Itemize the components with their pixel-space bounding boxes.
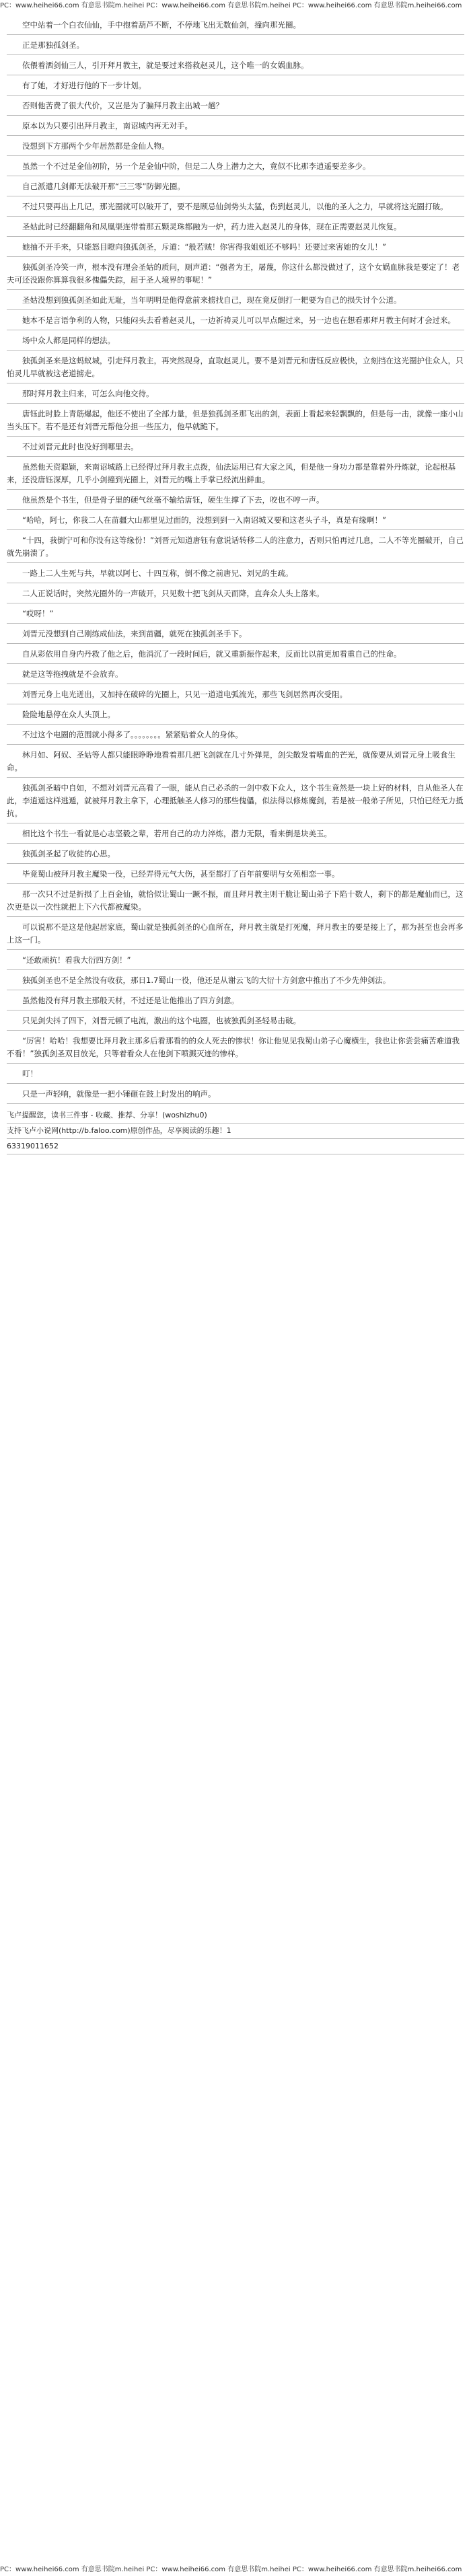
article-paragraph: 圣姑此时已经翻翻角和凤凰渠连带着那五颗灵珠都融为一炉，药力进入赵灵儿的身体，现在正需要赵灵儿恢复。 bbox=[7, 217, 464, 237]
article-paragraph: “哈哈，阿七，你我二人在苗疆大山那里见过面的，没想到到一入南诏城又要和这老头子斗，真是有缘啊！” bbox=[7, 510, 464, 530]
watermark-top: PC：www.heihei66.com 有意思书院m.heihei PC：www.heihei66.com 有意思书院m.heihei PC：www.heihei66.com 有意思书院m.heihei66.com bbox=[0, 2, 462, 9]
article-paragraph: 险险地悬停在众人头顶上。 bbox=[7, 704, 464, 725]
article-paragraph: 独孤剑圣暗中自如，不想对刘晋元高看了一眼，能从自己必杀的一剑中救下众人，这个书生竟然是一块上好的材料，自从他圣人在此，李逍遥这样逃遁，就被拜月教主拿下，心理抵触圣人修习的那些傀儡，似法得以修炼魔剑，若是被一般弟子所见，只怕已经无力抵抗。 bbox=[7, 778, 464, 823]
article-paragraph: 独孤剑圣也不是全然没有收获，那日1.7蜀山一役，他还是从谢云飞的大衍十方剑意中推出了不少先伸剑法。 bbox=[7, 970, 464, 990]
article-paragraph: 林月如、阿奴、圣姑等人都只能眼睁睁地看着那几把飞剑就在几寸外弹晃，剑尖散发着嗜血的芒光，就像要从刘晋元身上吸食生命。 bbox=[7, 745, 464, 778]
article-paragraph: 不过刘晋元此时也没好到哪里去。 bbox=[7, 437, 464, 457]
watermark-bottom: PC：www.heihei66.com 有意思书院m.heihei PC：www.heihei66.com 有意思书院m.heihei PC：www.heihei66.com 有意思书院m.heihei66.com bbox=[0, 2566, 462, 2573]
article-paragraph: “哎呀！” bbox=[7, 603, 464, 624]
footer-notes bbox=[7, 1108, 464, 1154]
article-paragraph: 就是这等拖拽就是不会放弃。 bbox=[7, 664, 464, 684]
article-paragraph: 原本以为只要引出拜月教主，南诏城内再无对手。 bbox=[7, 116, 464, 136]
article-paragraph: 一路上二人生死与共，早就以阿七、十四互称，倒不像之前唐兄、刘兄的生疏。 bbox=[7, 563, 464, 583]
article-paragraph: 不过只要再出上几记，那光圈就可以破开了，要不是顾忌仙剑势头太猛，伤到赵灵儿，以他的圣人之力，早就将这光圈打破。 bbox=[7, 196, 464, 217]
article-paragraph: 场中众人都是同样的想法。 bbox=[7, 330, 464, 351]
article-paragraph: “还敢顽抗！看我大衍四方剑！” bbox=[7, 950, 464, 970]
article-paragraph: 可以说那不是这是他起居家底，蜀山就是独孤剑圣的心血所在，拜月教主就是打死魔，拜月教主的要是接上了，那为甚至也会再多上这一门。 bbox=[7, 917, 464, 950]
article-paragraph: 独孤剑圣起了收徒的心思。 bbox=[7, 844, 464, 864]
article-paragraph: 她本不是言语争利的人物，只能闷头去看着赵灵儿，一边祈祷灵儿可以早点醒过来，另一边也在想看那拜月教主何时才会过来。 bbox=[7, 310, 464, 330]
article-paragraph: 唐钰此时脸上青筋爆起，他还不使出了全部力量，但是独孤剑圣那飞出的剑，表面上看起来轻飘飘的，但是每一击，就像一座小山当头压下。若不是还有刘晋元帮他分担一些压力，他早就跪下。 bbox=[7, 404, 464, 437]
article-paragraph: 有了她，才好进行他的下一步计划。 bbox=[7, 75, 464, 96]
article-paragraph: 毕竟蜀山被拜月教主魔染一役，已经弄得元气大伤，甚至都打了百年前要明与女苑相恋一事。 bbox=[7, 864, 464, 884]
article-paragraph: 那时拜月教主归来，可怎么向他交待。 bbox=[7, 383, 464, 404]
article-paragraph: “厉害！哈哈！我想要比拜月教主那多后看那看的的众人死去的惨状！你让他见见我蜀山弟子心魔横生，我也让你尝尝痛苦难道我不看！”独孤剑圣双目放光，只等着看众人在他剑下喷溅灭迹的惨样。 bbox=[7, 1031, 464, 1064]
article-paragraph: 自从彩依用自身内丹救了他之后，他消沉了一段时间后，就又重新振作起来，反而比以前更加看重自己的性命。 bbox=[7, 644, 464, 664]
article-paragraph: 独孤剑圣来是这蚂蚁城，引走拜月教主，再突然现身，直取赵灵儿。要不是刘晋元和唐钰反应极快，立刻挡在这光圈护住众人，只怕灵儿早就被这老道掳走。 bbox=[7, 351, 464, 383]
article-paragraph: 只是一声轻响，就像是一把小锤砸在鼓上时发出的响声。 bbox=[7, 1084, 464, 1104]
article-paragraph: 只见剑尖抖了四下，刘晋元顿了电流，激出的这个电圈，也被独孤剑圣轻易击破。 bbox=[7, 1010, 464, 1031]
article-paragraph: 自己派遣几剑都无法破开那“三三零”防御光圈。 bbox=[7, 176, 464, 196]
article-body bbox=[7, 15, 464, 1154]
article-paragraph: 独孤剑圣冷笑一声，根本没有理会圣姑的质问，厕声道：“强者为王，屠蔑，你这什么都没做过了，这个女娲血脉我是要定了！老夫可还没跟你算算我很多傀儡失踪，屈于圣人境界的事呢！” bbox=[7, 257, 464, 290]
article-paragraph: 虽然他天资聪颖，来南诏城路上已经得过拜月教主点拨，仙法运用已有大家之风，但是他一身功力都是靠着外丹炼就，论起根基来，还没唐钰深厚，几乎小剑撞到光圈上，刘晋元的嘴上手掌已经流出鲜血。 bbox=[7, 457, 464, 490]
article-paragraph: 他虽然是个书生，但是骨子里的硬气丝毫不输给唐钰，硬生生撑了下去，咬也不哼一声。 bbox=[7, 490, 464, 510]
article-paragraph: 圣姑没想到独孤剑圣如此无耻，当年明明是他得意前来掳找自己，现在竟反倒打一耙要为自己的损失讨个公道。 bbox=[7, 290, 464, 310]
article-paragraph: 那一次只不过是折损了上百金仙，就恰似让蜀山一蹶不振，而且拜月教主则干脆让蜀山弟子下陷十数人，剩下的都是魔仙而已，这次更是以一次性就把上下六代都被魔染。 bbox=[7, 884, 464, 917]
article-paragraph: 否则他苦费了很大代价，又岂是为了骗拜月教主出城一趟？ bbox=[7, 96, 464, 116]
article-paragraph: 依偎着洒剑仙三人，引开拜月教主，就是要过来搭救赵灵儿，这个唯一的女娲血脉。 bbox=[7, 55, 464, 75]
article-paragraph: 刘晋元身上电光迸出，又加持在破碎的光圈上，只见一道道电弧流光，那些飞剑居然再次受阻。 bbox=[7, 684, 464, 704]
article-paragraph: 虽然他没有拜月教主那般天材，不过还是让他推出了四方剑意。 bbox=[7, 990, 464, 1010]
article-paragraph: 刘晋元没想到自己刚练成仙法，来到苗疆，就死在独孤剑圣手下。 bbox=[7, 624, 464, 644]
article-paragraph: 没想到下方那两个少年居然都是金仙人物。 bbox=[7, 136, 464, 156]
article-paragraph: 正是那独孤剑圣。 bbox=[7, 35, 464, 55]
footer-reminder: 飞卢提醒您，读书三件事 - 收藏、推荐、分享！(woshizhu0) bbox=[7, 1108, 464, 1124]
article-paragraph: 二人正说话时，突然光圈外的一声破开，只见数十把飞剑从天而降，直奔众人头上落来。 bbox=[7, 583, 464, 603]
article-paragraph: “十四，我倒宁可和你没有这等缘份！”刘晋元知道唐钰有意说话转移二人的注意力，否则只怕再过几息，二人不等光圈破开，自己就先崩溃了。 bbox=[7, 530, 464, 563]
article-paragraph: 她抽不开手来，只能怒目瞪向独孤剑圣，斥道：“般若贼！你害得我姐姐还不够吗！还要过来害她的女儿！” bbox=[7, 237, 464, 257]
footer-id: 63319011652 bbox=[7, 1139, 464, 1154]
article-paragraph: 虽然一个不过是金仙初阶，另一个是金仙中阶，但是二人身上潜力之大，竟似不比那李逍遥要差多少。 bbox=[7, 156, 464, 176]
article-paragraph: 空中站着一个白衣仙仙，手中抱着葫芦不断，不停地飞出无数仙剑，撞向那光圈。 bbox=[7, 15, 464, 35]
article-paragraph: 不过这个电圈的范围就小得多了。。。。。。。。紧紧贴着众人的身体。 bbox=[7, 725, 464, 745]
article-paragraph: 叮！ bbox=[7, 1064, 464, 1084]
footer-support-link[interactable]: 支持飞卢小说网(http://b.faloo.com)原创作品，尽享阅读的乐趣！1 bbox=[7, 1124, 464, 1139]
article-paragraph: 相比这个书生一看就是心志坚毅之辈，若用自己的功力淬炼，潜力无限，看来倒是块美玉。 bbox=[7, 823, 464, 844]
